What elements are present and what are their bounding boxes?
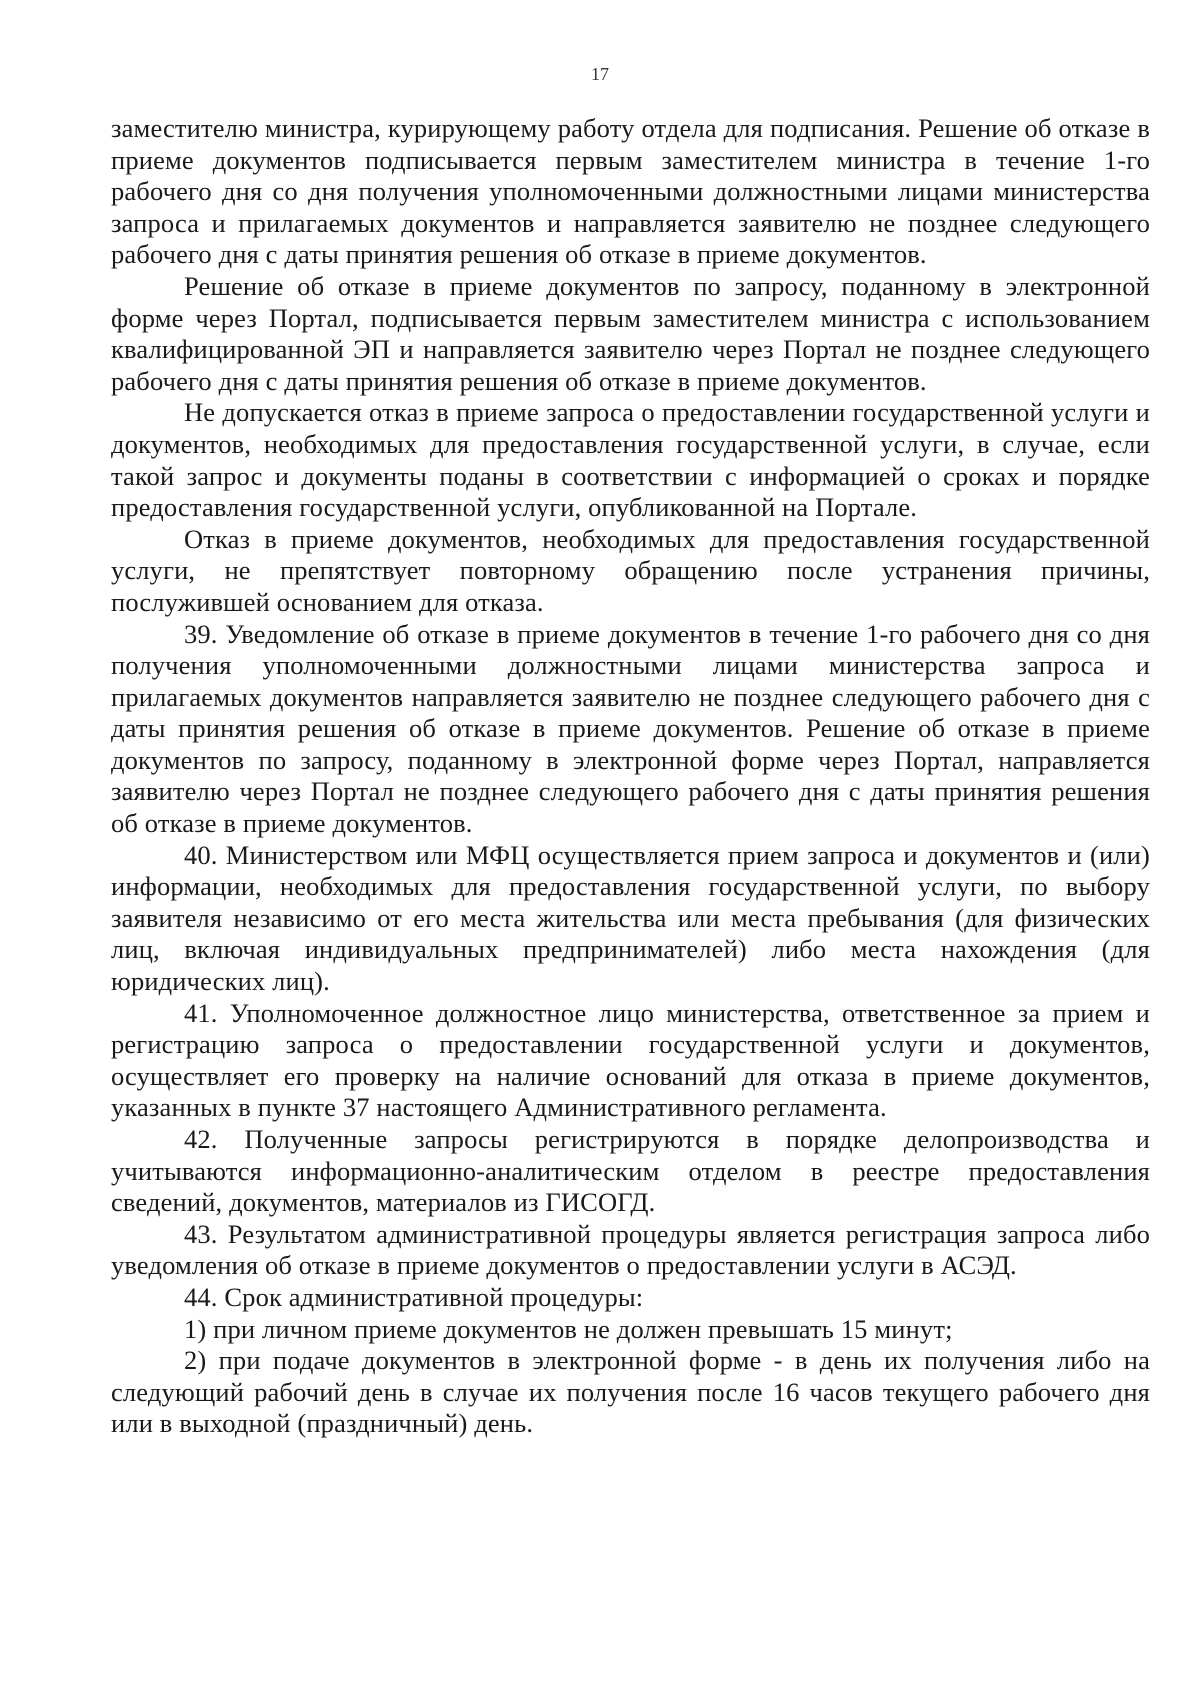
paragraph: 39. Уведомление об отказе в приеме документов в течение 1-го рабочего дня со дня получения уполномоченными должностными лицами министерства запроса и прилагаемых документов направляется заявителю не позднее следующего рабочего дня с даты принятия решения об отказе в приеме документов. Решение об отказе в приеме документов по запросу, поданному в электронной форме через Портал, направляется заявителю через Портал не позднее следующего рабочего дня с даты принятия решения об отказе в приеме документов.: [111, 618, 1150, 839]
page-number: 17: [591, 64, 609, 84]
paragraph: Не допускается отказ в приеме запроса о предоставлении государственной услуги и документов, необходимых для предоставления государственной услуги, в случае, если такой запрос и документы поданы в соответствии с информацией о сроках и порядке предоставления государственной услуги, опубликованной на Портале.: [111, 397, 1150, 523]
paragraph: 43. Результатом административной процедуры является регистрация запроса либо уведомления об отказе в приеме документов о предоставлении услуги в АСЭД.: [111, 1218, 1150, 1281]
paragraph: Решение об отказе в приеме документов по запросу, поданному в электронной форме через Портал, подписывается первым заместителем министра с использованием квалифицированной ЭП и направляется заявителю через Портал не позднее следующего рабочего дня с даты принятия решения об отказе в приеме документов.: [111, 270, 1150, 396]
paragraph: 2) при подаче документов в электронной форме - в день их получения либо на следующий рабочий день в случае их получения после 16 часов текущего рабочего дня или в выходной (праздничный) день.: [111, 1345, 1150, 1439]
document-body: [111, 113, 1150, 1440]
paragraph: заместителю министра, курирующему работу отдела для подписания. Решение об отказе в приеме документов подписывается первым заместителем министра в течение 1-го рабочего дня со дня получения уполномоченными должностными лицами министерства запроса и прилагаемых документов и направляется заявителю не позднее следующего рабочего дня с даты принятия решения об отказе в приеме документов.: [111, 113, 1150, 270]
paragraph: 41. Уполномоченное должностное лицо министерства, ответственное за прием и регистрацию запроса о предоставлении государственной услуги и документов, осуществляет его проверку на наличие оснований для отказа в приеме документов, указанных в пункте 37 настоящего Административного регламента.: [111, 997, 1150, 1123]
paragraph: 44. Срок административной процедуры:: [184, 1281, 644, 1312]
paragraph: Отказ в приеме документов, необходимых для предоставления государственной услуги, не препятствует повторному обращению после устранения причины, послужившей основанием для отказа.: [111, 523, 1150, 617]
paragraph: 1) при личном приеме документов не должен превышать 15 минут;: [184, 1313, 953, 1344]
paragraph: 40. Министерством или МФЦ осуществляется прием запроса и документов и (или) информации, необходимых для предоставления государственной услуги, по выбору заявителя независимо от его места жительства или места пребывания (для физических лиц, включая индивидуальных предпринимателей) либо места нахождения (для юридических лиц).: [111, 839, 1150, 997]
paragraph: 42. Полученные запросы регистрируются в порядке делопроизводства и учитываются информационно-аналитическим отделом в реестре предоставления сведений, документов, материалов из ГИСОГД.: [111, 1124, 1150, 1218]
